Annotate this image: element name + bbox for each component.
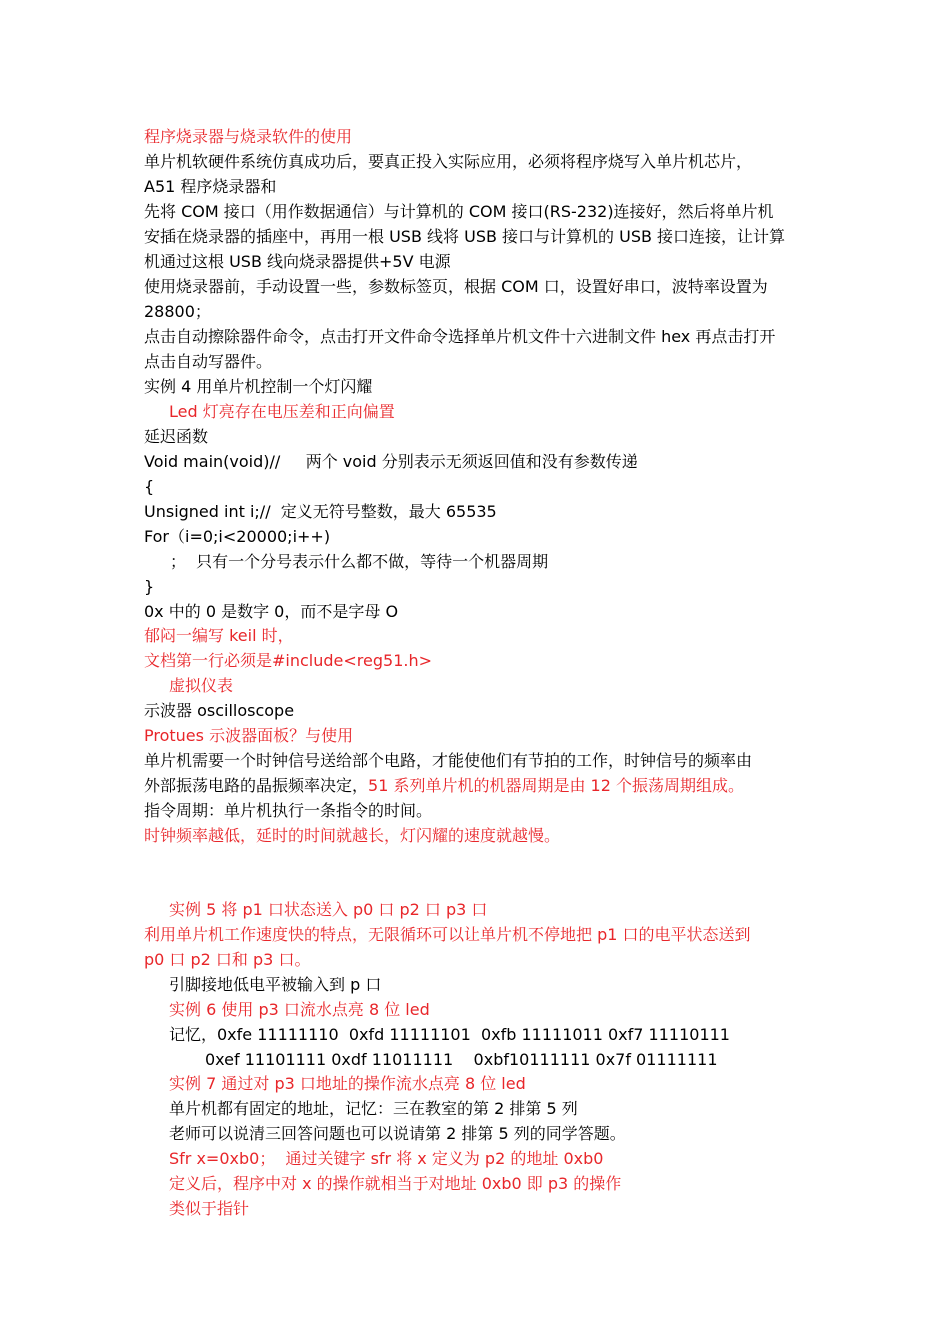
paragraph-line [144,774,744,799]
paragraph-line [144,300,211,325]
section-heading [144,125,352,150]
section-heading [169,898,487,923]
highlight-line [144,624,294,649]
code-line [144,450,638,475]
highlight-line [169,400,395,425]
paragraph-line [169,973,381,998]
text-run: Void main(void)// 两个 void 分别表示无须返回值和没有参数传递 [144,452,638,471]
text-run: Protues 示波器面板？与使用 [144,726,354,745]
text-run: 定义后，程序中对 x 的操作就相当于对地址 0xb0 即 p3 的操作 [169,1174,622,1193]
text-run: 实例 4 用单片机控制一个灯闪耀 [144,377,373,396]
text-run: 利用单片机工作速度快的特点，无限循环可以让单片机不停地把 p1 口的电平状态送到 [144,925,751,944]
text-run: 点击自动擦除器件命令，点击打开文件命令选择单片机文件十六进制文件 hex 再点击打开 [144,327,776,346]
text-run: 使用烧录器前，手动设置一些，参数标签页，根据 COM 口，设置好串口，波特率设置为 [144,277,768,296]
highlight-line [144,824,560,849]
paragraph-line [144,749,752,774]
text-run: 先将 COM 接口（用作数据通信）与计算机的 COM 接口(RS-232)连接好，然后将单片机 [144,202,774,221]
text-run: 单片机都有固定的地址，记忆：三在教室的第 2 排第 5 列 [169,1099,578,1118]
paragraph-line [144,799,432,824]
text-run: 实例 7 通过对 p3 口地址的操作流水点亮 8 位 led [169,1074,526,1093]
paragraph-line [144,600,398,625]
text-run: 老师可以说清三回答问题也可以说请第 2 排第 5 列的同学答题。 [169,1124,626,1143]
text-run: 引脚接地低电平被输入到 p 口 [169,975,382,994]
text-run: 虚拟仪表 [169,676,234,695]
text-run: 单片机软硬件系统仿真成功后，要真正投入实际应用，必须将程序烧写入单片机芯片， [144,152,753,171]
paragraph-line [144,200,774,225]
highlight-line [144,649,432,674]
section-heading [144,375,372,400]
text-run: ； 只有一个分号表示什么都不做，等待一个机器周期 [170,552,549,571]
paragraph-line [144,275,768,300]
text-run: 示波器 oscilloscope [144,701,295,720]
paragraph-line [169,1097,578,1122]
text-run: 0x 中的 0 是数字 0，而不是字母 O [144,602,399,621]
text-run: 点击自动写器件。 [144,352,273,371]
text-run: Sfr x=0xb0； 通过关键字 sfr 将 x 定义为 p2 的地址 0xb0 [169,1149,604,1168]
section-heading [169,1072,526,1097]
text-run: 延迟函数 [144,427,209,446]
text-run: 文档第一行必须是#include<reg51.h> [144,651,433,670]
highlight-line [144,724,353,749]
text-run: 实例 5 将 p1 口状态送入 p0 口 p2 口 p3 口 [169,900,488,919]
paragraph-line [169,1023,730,1048]
text-run: 程序烧录器与烧录软件的使用 [144,127,353,146]
text-run: 时钟频率越低，延时的时间就越长，灯闪耀的速度就越慢。 [144,826,561,845]
text-run: 郁闷一编写 keil 时， [144,626,294,645]
highlight-line [169,1172,621,1197]
text-run: For（i=0;i<20000;i++) [144,527,331,546]
text-run-highlight: 51 系列单片机的机器周期是由 12 个振荡周期组成。 [368,776,744,795]
paragraph-line [144,225,785,250]
code-line [144,575,154,600]
paragraph-line [144,699,294,724]
text-run: Led 灯亮存在电压差和正向偏置 [169,402,395,421]
highlight-line [144,948,310,973]
text-run: 0xef 11101111 0xdf 11011111 0xbf10111111 0x7f 01111111 [205,1050,718,1069]
paragraph-line [144,350,272,375]
paragraph-line [144,425,208,450]
text-run: p0 口 p2 口和 p3 口。 [144,950,311,969]
text-run: 28800； [144,302,211,321]
text-run: 实例 6 使用 p3 口流水点亮 8 位 led [169,1000,430,1019]
paragraph-line [144,250,451,275]
code-line [144,500,497,525]
text-run: 指令周期：单片机执行一条指令的时间。 [144,801,433,820]
code-line [170,550,548,575]
paragraph-line [205,1048,718,1073]
paragraph-line [144,150,752,175]
paragraph-line [144,325,775,350]
text-run: 记忆，0xfe 11111110 0xfd 11111101 0xfb 11111011 0xf7 11110111 [169,1025,730,1044]
highlight-line [169,1197,249,1222]
text-run: 外部振荡电路的晶振频率决定， [144,776,369,795]
text-run: 单片机需要一个时钟信号送给部个电路，才能使他们有节拍的工作，时钟信号的频率由 [144,751,753,770]
code-line [144,475,154,500]
text-run: Unsigned int i;// 定义无符号整数，最大 65535 [144,502,497,521]
text-run: 机通过这根 USB 线向烧录器提供+5V 电源 [144,252,451,271]
section-heading [169,674,233,699]
code-line [144,525,330,550]
text-run: 类似于指针 [169,1199,250,1218]
highlight-line [169,1147,603,1172]
text-run: 安插在烧录器的插座中，再用一根 USB 线将 USB 接口与计算机的 USB 接口连接，让计算 [144,227,786,246]
paragraph-line [144,175,276,200]
paragraph-line [169,1122,626,1147]
text-run: A51 程序烧录器和 [144,177,277,196]
text-run: { [144,477,155,496]
section-heading [169,998,430,1023]
text-run: } [144,577,155,596]
highlight-line [144,923,751,948]
